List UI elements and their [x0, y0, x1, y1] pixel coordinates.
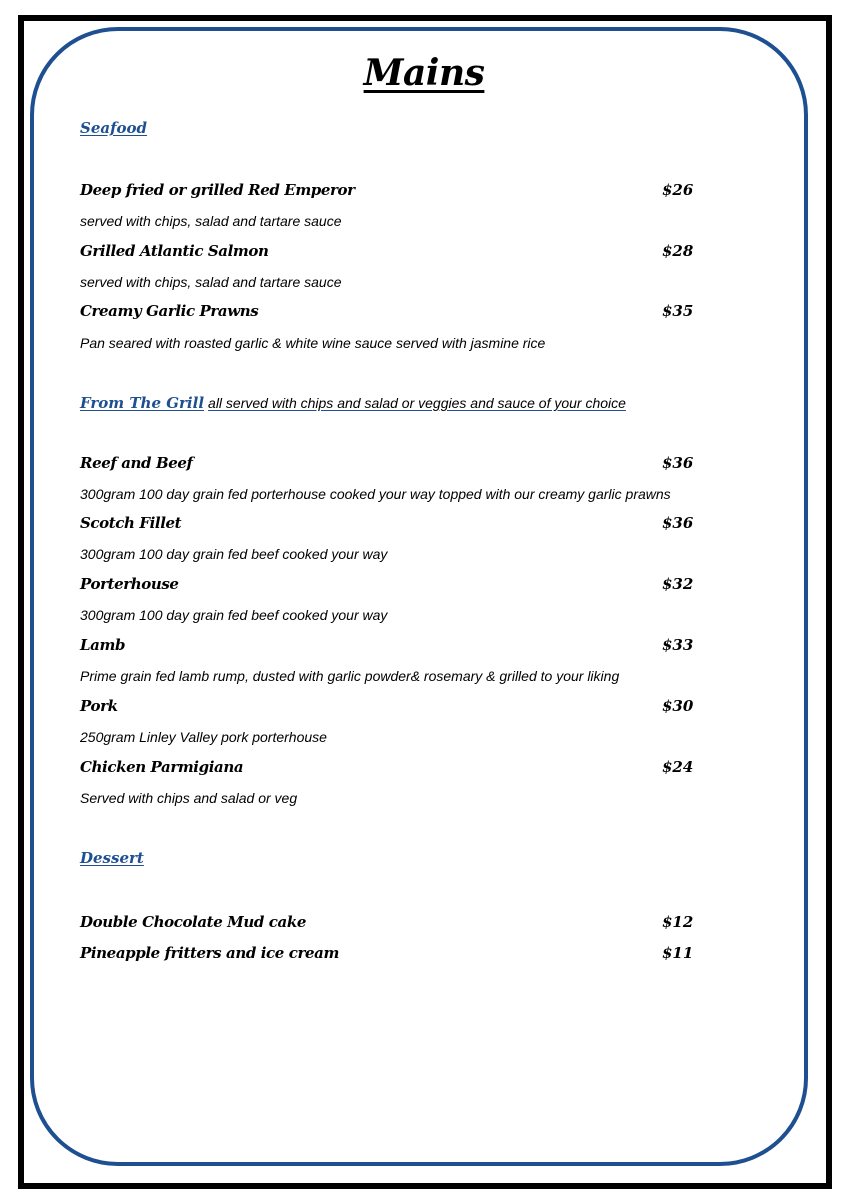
menu-item-price: $24 — [662, 758, 694, 776]
menu-item-description: served with chips, salad and tartare sauce — [80, 274, 342, 290]
menu-item-price: $35 — [662, 302, 694, 320]
menu-item-price: $36 — [662, 514, 694, 532]
section-heading-grill — [80, 394, 626, 412]
menu-item-price: $30 — [662, 697, 694, 715]
menu-item-description: 250gram Linley Valley pork porterhouse — [80, 729, 327, 745]
menu-item-price: $33 — [662, 636, 694, 654]
menu-item-description: 300gram 100 day grain fed beef cooked your way — [80, 546, 388, 562]
menu-item-price: $28 — [662, 242, 694, 260]
section-heading-dessert: Dessert — [80, 849, 144, 867]
menu-item-description: Served with chips and salad or veg — [80, 790, 298, 806]
menu-item-price: $26 — [662, 181, 694, 199]
menu-item-name: Lamb — [80, 636, 126, 654]
menu-item-name: Reef and Beef — [80, 454, 193, 472]
menu-item-description: Pan seared with roasted garlic & white wine sauce served with jasmine rice — [80, 335, 546, 351]
menu-item-name: Deep fried or grilled Red Emperor — [80, 181, 355, 199]
menu-item-description: 300gram 100 day grain fed porterhouse cooked your way topped with our creamy garlic prawns — [80, 486, 671, 502]
page-title: Mains — [363, 52, 485, 94]
menu-item-name: Pineapple fritters and ice cream — [80, 944, 339, 962]
menu-item-description: 300gram 100 day grain fed beef cooked your way — [80, 607, 388, 623]
menu-item-description: Prime grain fed lamb rump, dusted with garlic powder& rosemary & grilled to your liking — [80, 668, 620, 684]
menu-item-name: Chicken Parmigiana — [80, 758, 244, 776]
menu-item-name: Pork — [80, 697, 118, 715]
menu-item-price: $12 — [662, 913, 694, 931]
section-note: all served with chips and salad or veggies and sauce of your choice — [208, 395, 626, 411]
menu-item-price: $36 — [662, 454, 694, 472]
menu-item-name: Double Chocolate Mud cake — [80, 913, 306, 931]
menu-item-price: $11 — [662, 944, 694, 962]
menu-item-name: Porterhouse — [80, 575, 179, 593]
menu-item-price: $32 — [662, 575, 694, 593]
menu-item-name: Scotch Fillet — [80, 514, 182, 532]
section-heading-seafood: Seafood — [80, 119, 148, 137]
section-heading-grill-label: From The Grill — [80, 394, 205, 412]
menu-item-name: Creamy Garlic Prawns — [80, 302, 259, 320]
menu-item-name: Grilled Atlantic Salmon — [80, 242, 269, 260]
menu-item-description: served with chips, salad and tartare sauce — [80, 213, 342, 229]
